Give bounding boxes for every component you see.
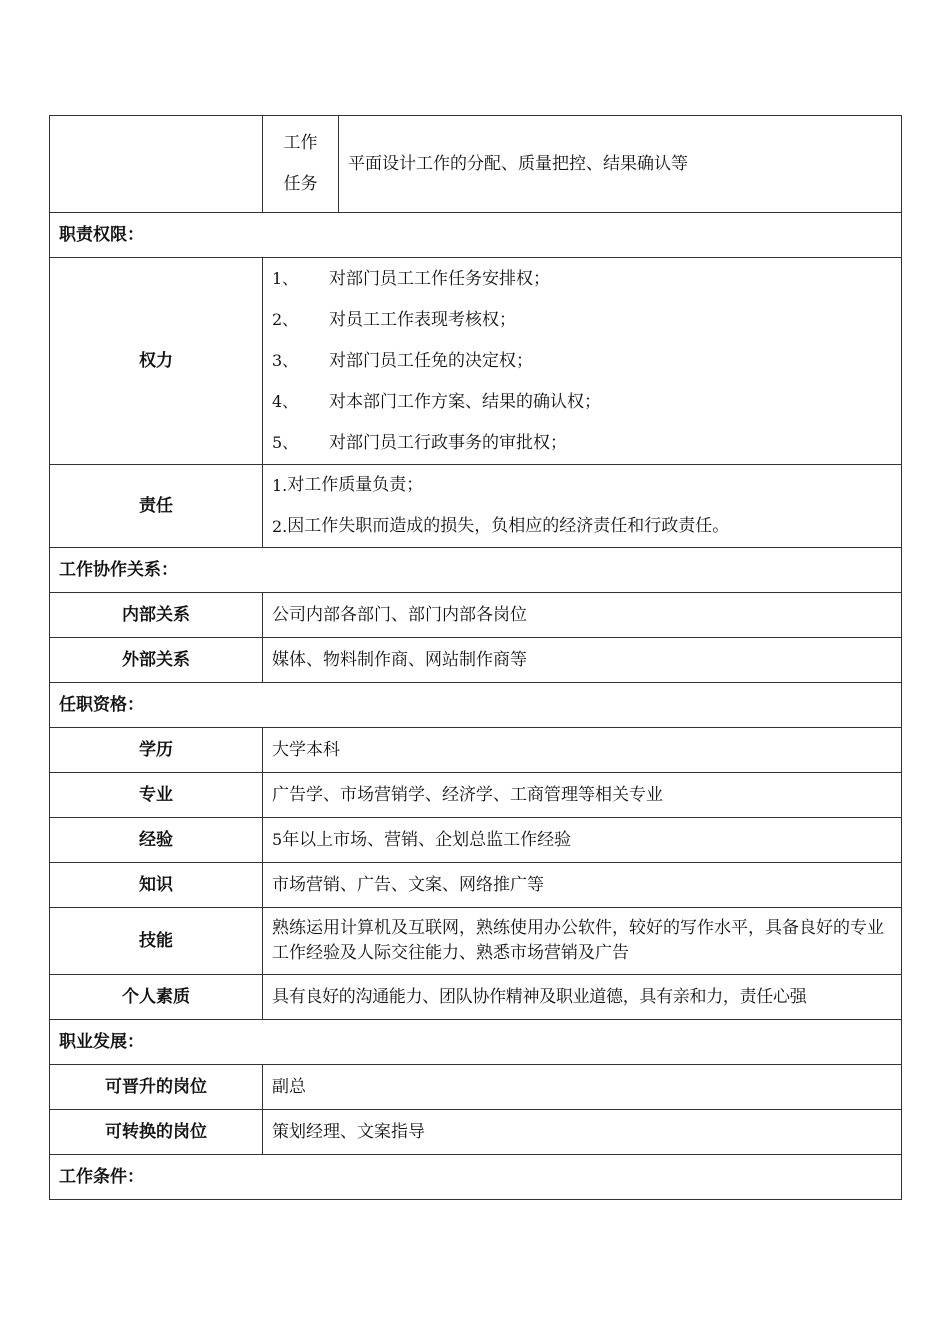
item-text: 对工作质量负责； (287, 475, 424, 496)
section-cooperation: 工作协作关系： (50, 548, 902, 593)
skills-row (50, 908, 902, 975)
major-value: 广告学、市场营销学、经济学、工商管理等相关专业 (263, 773, 902, 818)
experience-row (50, 818, 902, 863)
item-number: 1. (272, 475, 288, 495)
item-text: 对部门员工任免的决定权； (329, 350, 533, 371)
item-number: 2. (272, 516, 288, 536)
promotion-value: 副总 (263, 1065, 902, 1110)
item-number: 2、 (272, 310, 299, 330)
power-item (272, 300, 892, 341)
responsibility-item (272, 465, 892, 506)
item-number: 5、 (272, 433, 299, 453)
section-qualification: 任职资格： (50, 683, 902, 728)
section-authority: 职责权限： (50, 213, 902, 258)
power-list (263, 258, 902, 465)
knowledge-value: 市场营销、广告、文案、网络推广等 (263, 863, 902, 908)
power-item (272, 259, 892, 300)
external-value: 媒体、物料制作商、网站制作商等 (263, 638, 902, 683)
responsibility-list (263, 465, 902, 548)
responsibility-item (272, 506, 892, 547)
external-label: 外部关系 (50, 638, 263, 683)
responsibility-label: 责任 (50, 465, 263, 548)
major-row (50, 773, 902, 818)
section-qualification-row (50, 683, 902, 728)
job-description-table (49, 115, 902, 1200)
skills-value: 熟练运用计算机及互联网，熟练使用办公软件，较好的写作水平，具备良好的专业工作经验及人际交往能力、熟悉市场营销及广告 (263, 908, 902, 975)
transfer-row (50, 1110, 902, 1155)
item-text: 因工作失职而造成的损失，负相应的经济责任和行政责任。 (287, 516, 730, 537)
internal-value: 公司内部各部门、部门内部各岗位 (263, 593, 902, 638)
education-label: 学历 (50, 728, 263, 773)
section-conditions: 工作条件： (50, 1155, 902, 1200)
item-number: 1、 (272, 269, 299, 289)
internal-label: 内部关系 (50, 593, 263, 638)
power-label: 权力 (50, 258, 263, 465)
item-text: 对部门员工行政事务的审批权； (329, 432, 567, 453)
task-subheader (263, 116, 339, 213)
task-subheader-line1: 工作 (283, 133, 318, 153)
promotion-label: 可晋升的岗位 (50, 1065, 263, 1110)
item-text: 对本部门工作方案、结果的确认权； (329, 391, 601, 412)
task-subheader-line2: 任务 (283, 174, 318, 194)
transfer-label: 可转换的岗位 (50, 1110, 263, 1155)
item-number: 4、 (272, 392, 299, 412)
experience-value (263, 818, 902, 863)
internal-row (50, 593, 902, 638)
knowledge-label: 知识 (50, 863, 263, 908)
section-authority-row (50, 213, 902, 258)
power-row (50, 258, 902, 465)
item-number: 3、 (272, 351, 299, 371)
power-item (272, 382, 892, 423)
experience-label: 经验 (50, 818, 263, 863)
quality-label: 个人素质 (50, 975, 263, 1020)
empty-cell (50, 116, 263, 213)
major-label: 专业 (50, 773, 263, 818)
power-item (272, 341, 892, 382)
experience-years: 5 (272, 829, 283, 849)
transfer-value: 策划经理、文案指导 (263, 1110, 902, 1155)
power-item (272, 423, 892, 464)
external-row (50, 638, 902, 683)
education-value: 大学本科 (263, 728, 902, 773)
knowledge-row (50, 863, 902, 908)
section-conditions-row (50, 1155, 902, 1200)
quality-row (50, 975, 902, 1020)
education-row (50, 728, 902, 773)
promotion-row (50, 1065, 902, 1110)
experience-text: 年以上市场、营销、企划总监工作经验 (282, 829, 572, 850)
task-row (50, 116, 902, 213)
section-cooperation-row (50, 548, 902, 593)
item-text: 对部门员工工作任务安排权； (329, 268, 550, 289)
section-career-row (50, 1020, 902, 1065)
skills-label: 技能 (50, 908, 263, 975)
item-text: 对员工工作表现考核权； (329, 309, 516, 330)
responsibility-row (50, 465, 902, 548)
task-content: 平面设计工作的分配、质量把控、结果确认等 (339, 116, 902, 213)
quality-value: 具有良好的沟通能力、团队协作精神及职业道德，具有亲和力，责任心强 (263, 975, 902, 1020)
section-career: 职业发展： (50, 1020, 902, 1065)
